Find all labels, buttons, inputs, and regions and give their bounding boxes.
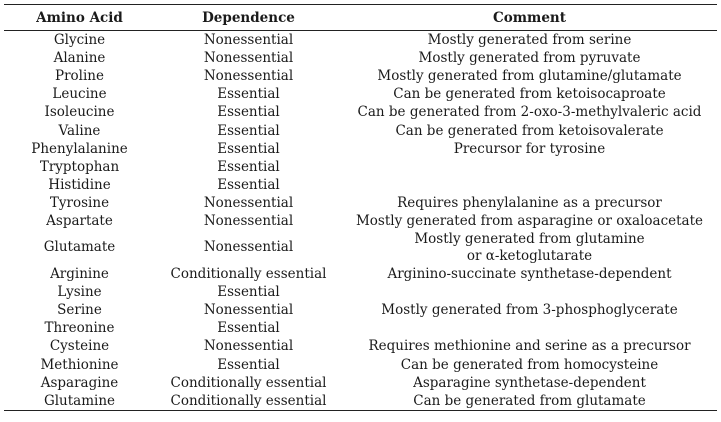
table-row — [4, 49, 717, 67]
table-row — [4, 265, 717, 283]
comment-line: Can be generated from 2-oxo-3-methylvaleric acid — [357, 104, 702, 121]
cell-amino-acid: Alanine — [53, 50, 106, 67]
comment-line: Asparagine synthetase-dependent — [413, 374, 646, 391]
table-row — [4, 230, 717, 265]
cell-dependence: Essential — [217, 104, 280, 121]
table-row — [4, 212, 717, 230]
table-row — [4, 356, 717, 374]
table-body — [4, 31, 717, 411]
table-row — [4, 85, 717, 103]
cell-comment — [342, 67, 717, 85]
comment-line: Can be generated from ketoisovalerate — [395, 122, 664, 139]
cell-comment — [342, 392, 717, 411]
cell-comment — [342, 85, 717, 103]
cell-amino-acid: Cysteine — [49, 338, 110, 355]
cell-amino-acid: Serine — [57, 302, 102, 319]
cell-amino-acid: Lysine — [57, 284, 102, 301]
cell-dependence: Nonessential — [203, 239, 294, 256]
cell-dependence: Essential — [217, 284, 280, 301]
cell-amino-acid: Methionine — [40, 356, 119, 373]
cell-dependence: Essential — [217, 86, 280, 103]
cell-dependence: Essential — [217, 158, 280, 175]
table-row — [4, 337, 717, 355]
cell-comment — [342, 265, 717, 283]
cell-dependence: Essential — [217, 122, 280, 139]
table-row — [4, 392, 717, 411]
table-row — [4, 301, 717, 319]
cell-comment — [342, 140, 717, 158]
cell-comment — [342, 121, 717, 139]
table-row — [4, 67, 717, 85]
cell-dependence: Nonessential — [203, 32, 294, 49]
comment-line: Can be generated from ketoisocaproate — [393, 86, 666, 103]
table-row — [4, 103, 717, 121]
comment-line: Can be generated from glutamate — [413, 392, 646, 409]
cell-comment — [342, 103, 717, 121]
cell-comment — [342, 230, 717, 265]
cell-dependence: Conditionally essential — [170, 266, 327, 283]
cell-dependence: Nonessential — [203, 302, 294, 319]
table-row — [4, 121, 717, 139]
comment-line: Mostly generated from pyruvate — [418, 50, 641, 67]
table-row — [4, 283, 717, 301]
cell-comment — [342, 49, 717, 67]
cell-amino-acid: Leucine — [52, 86, 107, 103]
table-row — [4, 158, 717, 176]
comment-line: Arginino-succinate synthetase-dependent — [387, 266, 672, 283]
comment-line: Mostly generated from glutamine — [414, 230, 645, 247]
cell-comment — [342, 301, 717, 319]
comment-line: Mostly generated from serine — [427, 32, 632, 49]
comment-line: Precursor for tyrosine — [453, 140, 606, 157]
cell-comment — [342, 194, 717, 212]
cell-dependence: Nonessential — [203, 338, 294, 355]
cell-amino-acid: Valine — [58, 122, 101, 139]
cell-comment — [342, 31, 717, 50]
table-row — [4, 140, 717, 158]
cell-amino-acid: Glycine — [53, 32, 106, 49]
comment-line: Requires phenylalanine as a precursor — [397, 194, 662, 211]
cell-amino-acid: Glutamine — [4, 392, 155, 411]
comment-line: Mostly generated from 3-phosphoglycerate — [381, 302, 678, 319]
cell-amino-acid: Asparagine — [40, 374, 119, 391]
cell-comment — [342, 356, 717, 374]
cell-dependence: Nonessential — [203, 194, 294, 211]
table-row — [4, 194, 717, 212]
cell-comment — [342, 319, 717, 337]
cell-amino-acid: Histidine — [48, 176, 111, 193]
header-amino-acid: Amino Acid — [4, 5, 155, 31]
cell-comment — [342, 337, 717, 355]
cell-amino-acid: Phenylalanine — [31, 140, 128, 157]
header-comment: Comment — [342, 5, 717, 31]
header-row — [4, 5, 717, 31]
cell-comment — [342, 176, 717, 194]
table-row — [4, 176, 717, 194]
cell-amino-acid: Glutamate — [43, 239, 116, 256]
cell-dependence: Nonessential — [203, 50, 294, 67]
cell-dependence: Nonessential — [203, 212, 294, 229]
comment-line: or α-ketoglutarate — [466, 247, 593, 264]
amino-acid-table — [4, 4, 717, 411]
cell-comment — [342, 212, 717, 230]
comment-line: Mostly generated from glutamine/glutamate — [377, 68, 682, 85]
table-row — [4, 374, 717, 392]
table-row — [4, 319, 717, 337]
cell-amino-acid: Proline — [55, 68, 104, 85]
comment-line: Can be generated from homocysteine — [400, 356, 659, 373]
cell-amino-acid: Tyrosine — [49, 194, 110, 211]
cell-amino-acid: Isoleucine — [44, 104, 115, 121]
cell-dependence: Essential — [217, 176, 280, 193]
amino-acid-table-container — [4, 4, 717, 411]
comment-line: Mostly generated from asparagine or oxaloacetate — [355, 212, 704, 229]
cell-dependence: Nonessential — [203, 68, 294, 85]
table-row — [4, 31, 717, 50]
cell-dependence: Conditionally essential — [155, 392, 342, 411]
table-header — [4, 5, 717, 31]
cell-comment — [342, 374, 717, 392]
cell-amino-acid: Threonine — [44, 320, 115, 337]
cell-dependence: Conditionally essential — [170, 374, 327, 391]
comment-line: Requires methionine and serine as a precursor — [368, 338, 691, 355]
cell-amino-acid: Arginine — [50, 266, 109, 283]
cell-dependence: Essential — [217, 320, 280, 337]
cell-dependence: Essential — [217, 356, 280, 373]
cell-amino-acid: Tryptophan — [39, 158, 120, 175]
cell-amino-acid: Aspartate — [46, 212, 113, 229]
cell-comment — [342, 158, 717, 176]
cell-comment — [342, 283, 717, 301]
cell-dependence: Essential — [217, 140, 280, 157]
header-dependence: Dependence — [155, 5, 342, 31]
